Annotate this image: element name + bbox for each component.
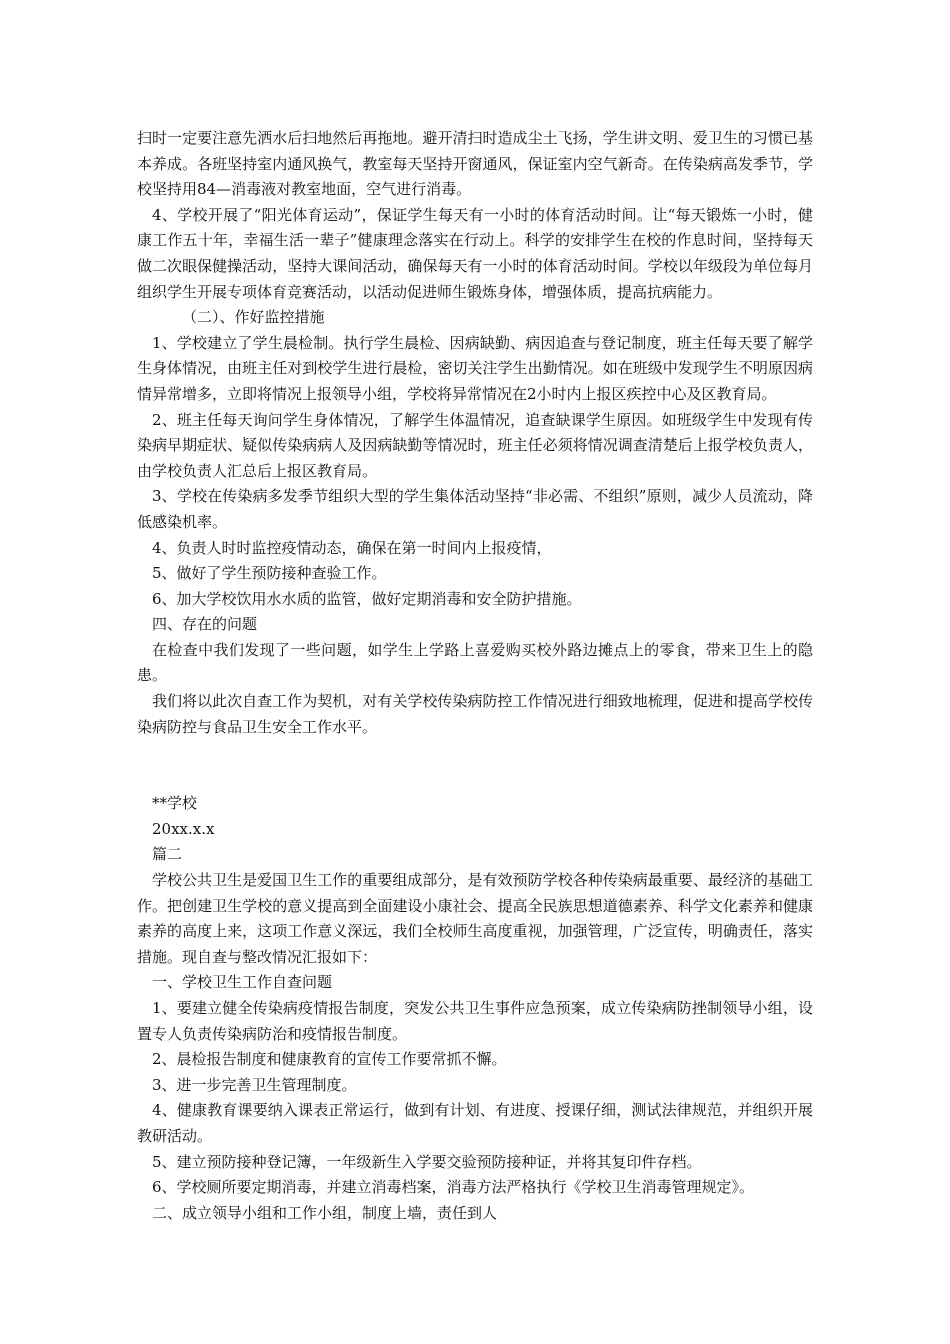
section-heading: 二、成立领导小组和工作小组，制度上墙，责任到人 [152, 1203, 498, 1222]
paragraph: 我们将以此次自查工作为契机，对有关学校传染病防控工作情况进行细致地梳理，促进和提高学校传染病防控与食品卫生安全工作水平。 [137, 692, 813, 736]
signature-date: 20xx.x.x [152, 819, 215, 838]
section-heading: 四、存在的问题 [152, 615, 258, 634]
paragraph: 扫时一定要注意先洒水后扫地然后再拖地。避开清扫时造成尘土飞扬，学生讲文明、爱卫生的习惯已基本养成。各班坚持室内通风换气，教室每天坚持开窗通风，保证室内空气新奇。在传染病高发季节，学校坚持用84—消毒液对教室地面，空气进行消毒。 [137, 129, 813, 199]
paragraph: 2、班主任每天询问学生身体情况，了解学生体温情况，追查缺课学生原因。如班级学生中发现有传染病早期症状、疑似传染病病人及因病缺勤等情况时，班主任必须将情况调查清楚后上报学校负责人，由学校负责人汇总后上报区教育局。 [137, 410, 813, 480]
section-heading: 一、学校卫生工作自查问题 [152, 973, 333, 992]
document-page [137, 126, 813, 1226]
paragraph: 1、要建立健全传染病疫情报告制度，突发公共卫生事件应急预案，成立传染病防挫制领导小组，设置专人负责传染病防治和疫情报告制度。 [137, 999, 813, 1043]
paragraph: 4、健康教育课要纳入课表正常运行，做到有计划、有进度、授课仔细，测试法律规范，并组织开展教研活动。 [137, 1101, 813, 1145]
paragraph: 3、进一步完善卫生管理制度。 [152, 1075, 357, 1094]
paragraph: 5、建立预防接种登记簿，一年级新生入学要交验预防接种证，并将其复印件存档。 [152, 1152, 702, 1171]
paragraph: 5、做好了学生预防接种查验工作。 [152, 564, 387, 583]
paragraph: 在检查中我们发现了一些问题，如学生上学路上喜爱购买校外路边摊点上的零食，带来卫生上的隐患。 [137, 640, 813, 685]
paragraph: 1、学校建立了学生晨检制。执行学生晨检、因病缺勤、病因追查与登记制度，班主任每天要了解学生身体情况，由班主任对到校学生进行晨检，密切关注学生出勤情况。如在班级中发现学生不明原因病情异常增多，立即将情况上报领导小组，学校将异常情况在2小时内上报区疾控中心及区教育局。 [137, 333, 813, 403]
signature-school: **学校 [152, 794, 198, 813]
section-heading: （二）、作好监控措施 [182, 308, 325, 327]
paragraph: 4、负责人时时监控疫情动态，确保在第一时间内上报疫情， [152, 538, 552, 557]
section-title: 篇二 [152, 845, 183, 864]
paragraph: 6、加大学校饮用水水质的监管，做好定期消毒和安全防护措施。 [152, 589, 582, 608]
paragraph: 3、学校在传染病多发季节组织大型的学生集体活动坚持“非必需、不组织”原则，减少人员流动，降低感染机率。 [137, 487, 813, 531]
paragraph: 学校公共卫生是爱国卫生工作的重要组成部分，是有效预防学校各种传染病最重要、最经济的基础工作。把创建卫生学校的意义提高到全面建设小康社会、提高全民族思想道德素养、科学文化素养和健康素养的高度上来，这项工作意义深远，我们全校师生高度重视，加强管理，广泛宣传，明确责任，落实措施。现自查与整改情况汇报如下： [137, 871, 813, 966]
paragraph: 6、学校厕所要定期消毒，并建立消毒档案，消毒方法严格执行《学校卫生消毒管理规定》。 [152, 1178, 755, 1197]
paragraph: 4、学校开展了“阳光体育运动”，保证学生每天有一小时的体育活动时间。让“每天锻炼一小时，健康工作五十年，幸福生活一辈子”健康理念落实在行动上。科学的安排学生在校的作息时间，坚持每天做二次眼保健操活动，坚持大课间活动，确保每天有一小时的体育活动时间。学校以年级段为单位每月组织学生开展专项体育竞赛活动，以活动促进师生锻炼身体，增强体质，提高抗病能力。 [137, 205, 813, 301]
paragraph: 2、晨检报告制度和健康教育的宣传工作要常抓不懈。 [152, 1050, 507, 1069]
spacer [137, 740, 813, 791]
